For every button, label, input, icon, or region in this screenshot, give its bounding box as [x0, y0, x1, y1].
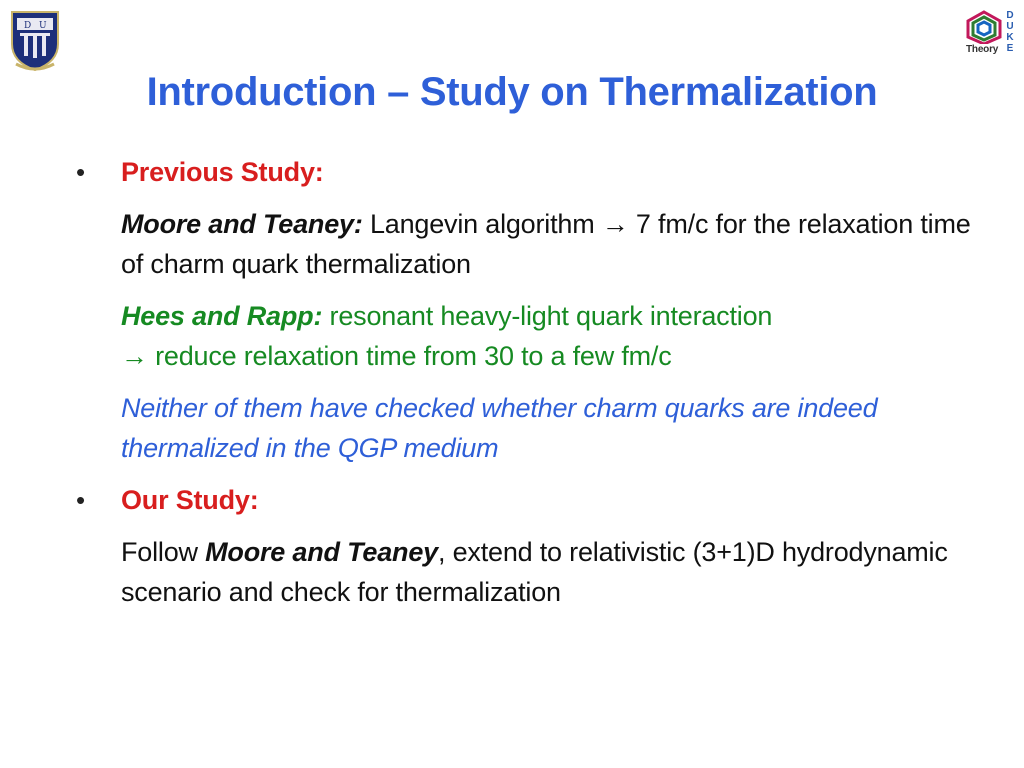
duke-shield-logo [8, 8, 62, 72]
duke-shield-icon [8, 8, 62, 72]
arrow-right-icon: → [121, 341, 148, 371]
emphasis-moore-teaney: Moore and Teaney [205, 537, 438, 567]
logo-letter-u: U [1006, 21, 1014, 32]
bullet-previous-study [76, 152, 996, 192]
logo-letter-k: K [1006, 32, 1014, 43]
bullet-our-study [76, 480, 996, 520]
text-segment: Follow [121, 537, 206, 567]
text-segment: 7 fm/c for the relaxation time of charm quark thermalization [121, 209, 971, 279]
emphasis-colon: : [353, 209, 363, 239]
bullet-heading: Our Study: [121, 485, 259, 515]
text-segment: reduce relaxation time from 30 to a few fm/c [147, 341, 672, 371]
paragraph-hees-rapp [76, 296, 996, 376]
duke-vertical-letters [1004, 10, 1016, 54]
bullet-heading: Previous Study: [121, 157, 324, 187]
slide-title: Introduction – Study on Thermalization [146, 70, 878, 114]
arrow-right-icon: → [601, 209, 629, 239]
emphasis-hees-rapp: Hees and Rapp: [121, 301, 323, 331]
text-segment: , extend to relativistic (3+1)D hydrodynamic scenario and check for thermalization [121, 537, 948, 607]
slide-content [76, 152, 996, 624]
text-segment: resonant heavy-light quark interaction [322, 301, 773, 331]
duke-theory-logo-icon [964, 10, 1004, 44]
theory-label: Theory [966, 44, 999, 55]
svg-text:D: D [24, 21, 32, 31]
paragraph-neither-checked: Neither of them have checked whether charm quarks are indeed thermalized in the QGP medium [121, 393, 878, 463]
paragraph-follow [76, 532, 996, 612]
paragraph-moore-teaney [76, 204, 996, 284]
logo-letter-e: E [1006, 43, 1014, 54]
text-segment: Langevin algorithm [362, 209, 602, 239]
bullet-dot: • [76, 485, 85, 515]
svg-text:U: U [39, 21, 47, 31]
logo-letter-d: D [1006, 10, 1014, 21]
emphasis-moore-teaney: Moore and Teaney [121, 209, 354, 239]
bullet-dot: • [76, 157, 85, 187]
